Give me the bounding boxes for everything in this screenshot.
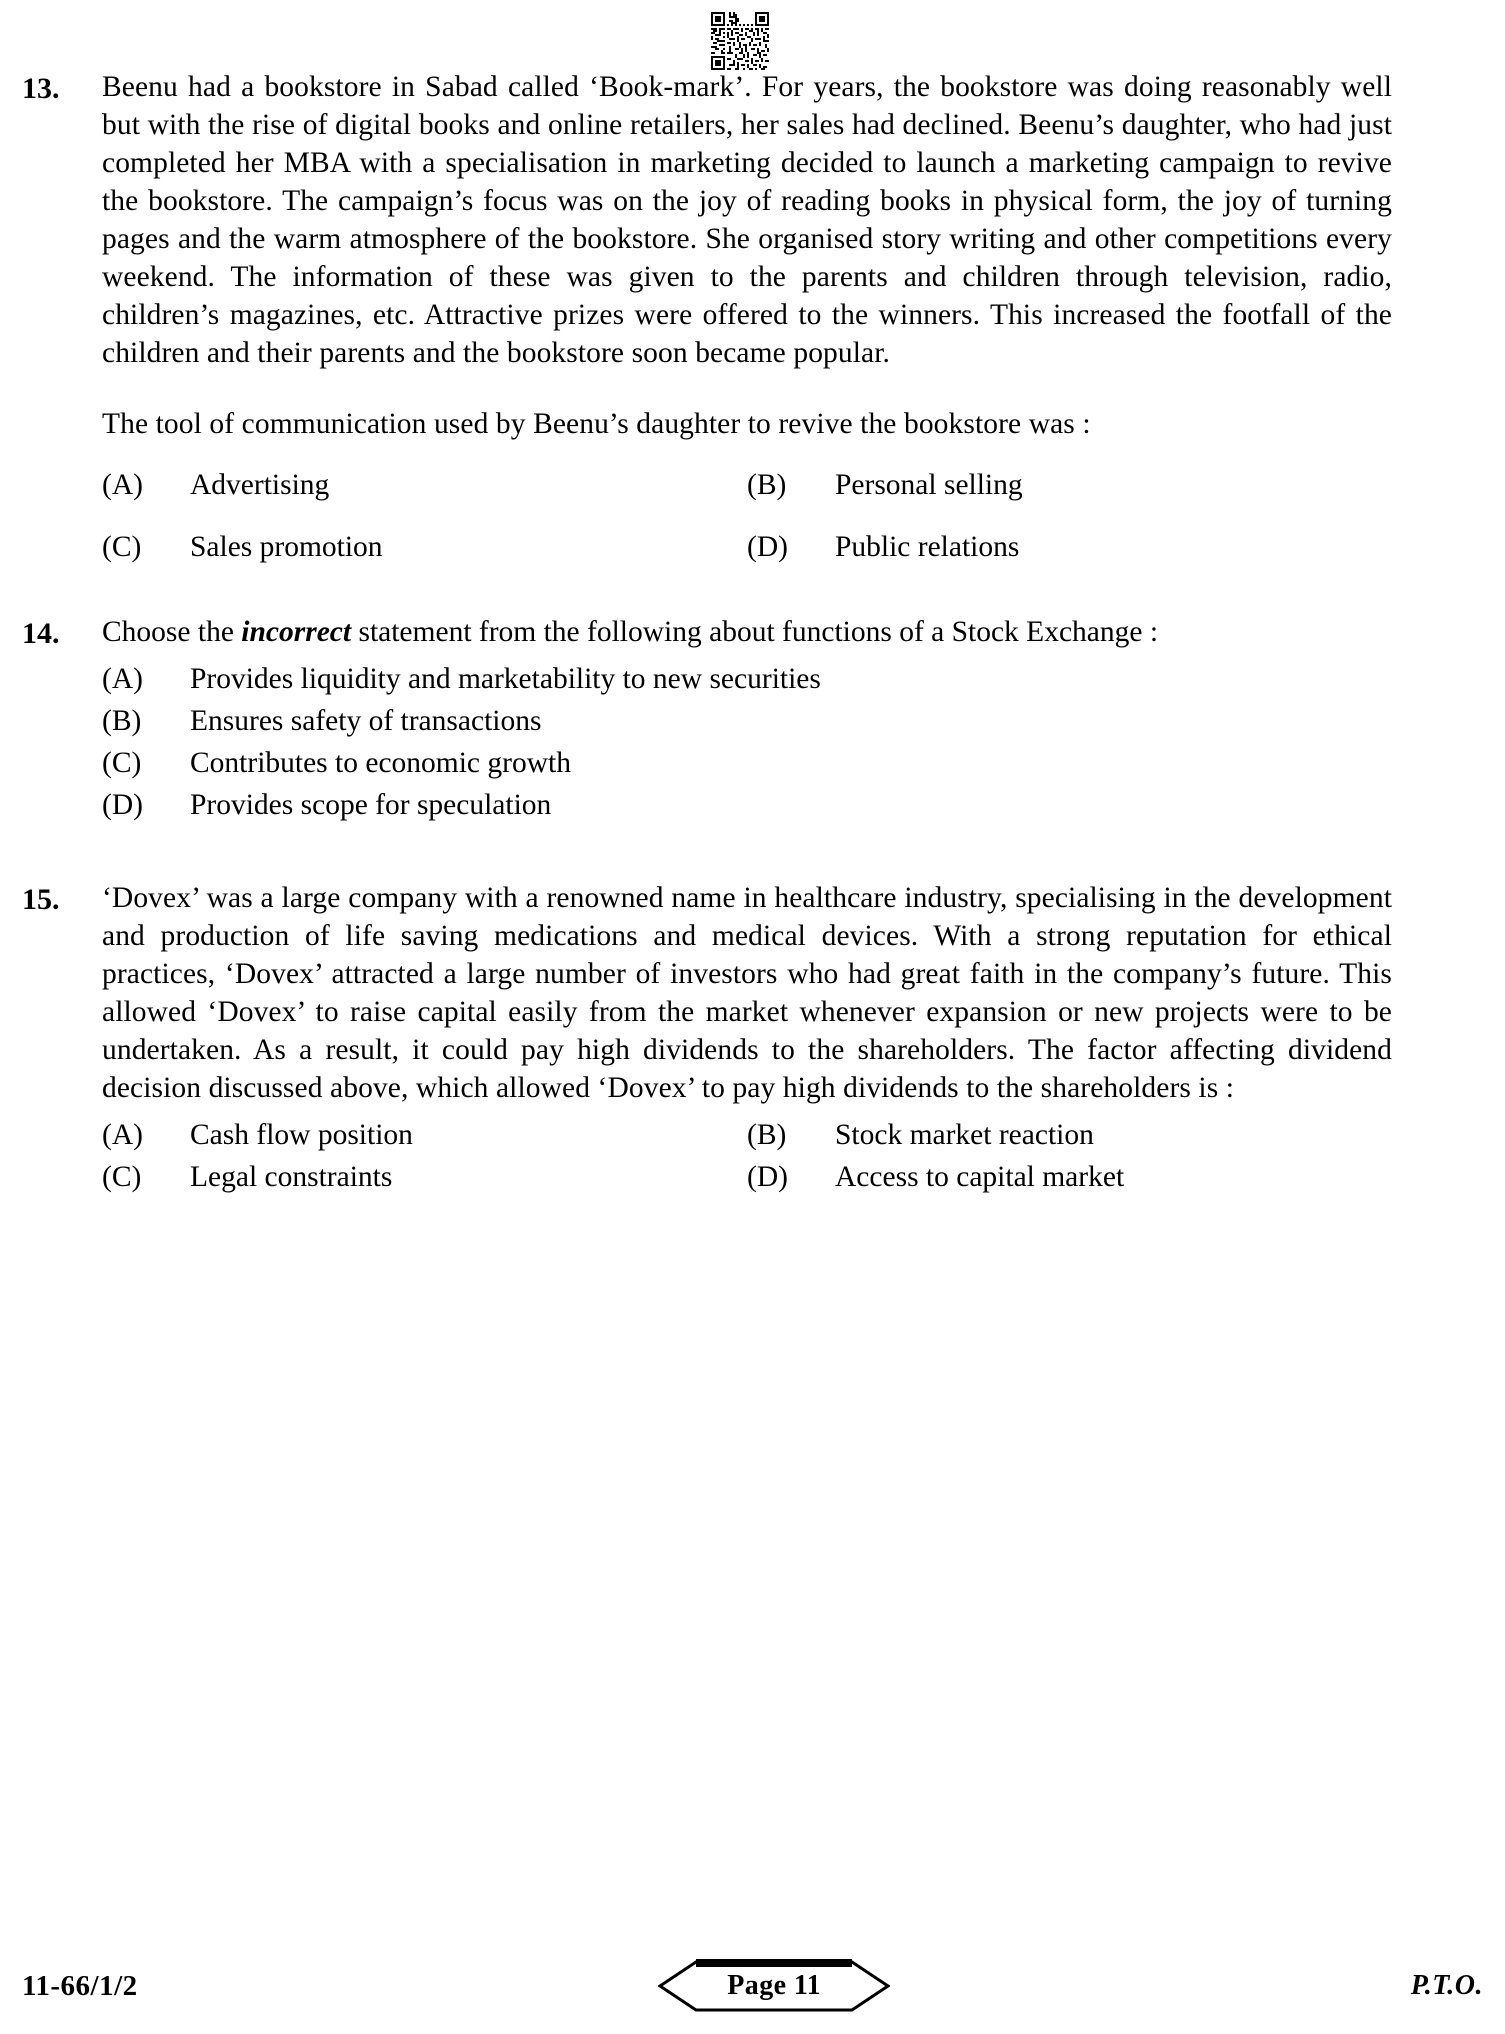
option-14-a-key: (A) (102, 663, 143, 695)
question-14-number: 14. (22, 617, 60, 650)
question-13 (22, 68, 1392, 567)
page-number-label: Page 11 (727, 1970, 822, 2001)
option-15-c-label: Legal constraints (190, 1161, 393, 1193)
option-14-c-label: Contributes to economic growth (190, 747, 571, 779)
option-13-a[interactable] (102, 465, 747, 505)
question-13-body (102, 68, 1392, 567)
option-13-c[interactable] (102, 527, 747, 567)
question-14-stem-post: statement from the following about functions of a Stock Exchange : (351, 616, 1159, 648)
question-15-options (102, 1115, 1392, 1197)
option-13-b-label: Personal selling (835, 469, 1023, 501)
option-15-a-label: Cash flow position (190, 1119, 413, 1151)
option-15-c-key: (C) (102, 1161, 142, 1193)
question-15 (22, 879, 1392, 1197)
option-13-c-key: (C) (102, 531, 142, 563)
question-14-stem-pre: Choose the (102, 616, 242, 648)
option-14-b-key: (B) (102, 705, 142, 737)
page-footer (0, 1956, 1505, 2016)
option-13-d-label: Public relations (835, 531, 1020, 563)
option-14-d-label: Provides scope for speculation (190, 789, 552, 821)
option-15-b-label: Stock market reaction (835, 1119, 1094, 1151)
option-15-a-key: (A) (102, 1119, 143, 1151)
option-13-b-key: (B) (747, 469, 787, 501)
option-15-d-label: Access to capital market (835, 1161, 1125, 1193)
paper-code: 11-66/1/2 (22, 1969, 138, 2002)
option-14-d[interactable] (102, 785, 1392, 825)
question-13-stem: The tool of communication used by Beenu’s daughter to revive the bookstore was : (102, 408, 1091, 440)
option-14-c-key: (C) (102, 747, 142, 779)
question-13-number: 13. (22, 72, 60, 105)
option-13-c-label: Sales promotion (190, 531, 383, 563)
page-number-badge (658, 1958, 890, 2014)
question-14-stem-emphasis: incorrect (241, 616, 352, 648)
question-15-passage: ‘Dovex’ was a large company with a renowned name in healthcare industry, specialising in the development and production of life saving medications and medical devices. With a strong reputation for ethical practices, ‘Dovex’ attracted a large number of investors who had great faith in the company’s future. This allowed ‘Dovex’ to raise capital easily from the market whenever expansion or new projects were to be undertaken. As a result, it could pay high dividends to the shareholders. The factor affecting dividend decision discussed above, which allowed ‘Dovex’ to pay high dividends to the shareholders is : (102, 882, 1392, 1104)
question-13-options (102, 465, 1392, 567)
option-13-a-key: (A) (102, 469, 143, 501)
option-14-b-label: Ensures safety of transactions (190, 705, 542, 737)
option-15-d-key: (D) (747, 1161, 788, 1193)
option-13-d[interactable] (747, 527, 1392, 567)
option-14-b[interactable] (102, 701, 1392, 741)
option-15-b[interactable] (747, 1115, 1392, 1155)
option-15-b-key: (B) (747, 1119, 787, 1151)
option-15-d[interactable] (747, 1157, 1392, 1197)
question-14-stem (102, 613, 1392, 651)
qr-code (708, 12, 772, 70)
question-14-body (102, 613, 1392, 827)
option-14-a-label: Provides liquidity and marketability to new securities (190, 663, 821, 695)
question-15-number: 15. (22, 883, 60, 916)
turn-over-note: P.T.O. (1410, 1970, 1483, 2001)
option-14-c[interactable] (102, 743, 1392, 783)
question-14 (22, 613, 1392, 827)
option-14-a[interactable] (102, 659, 1392, 699)
option-13-a-label: Advertising (190, 469, 330, 501)
question-15-body (102, 879, 1392, 1197)
option-13-d-key: (D) (747, 531, 788, 563)
option-15-a[interactable] (102, 1115, 747, 1155)
option-14-d-key: (D) (102, 789, 143, 821)
option-13-b[interactable] (747, 465, 1392, 505)
option-15-c[interactable] (102, 1157, 747, 1197)
question-14-options (102, 659, 1392, 825)
question-13-passage: Beenu had a bookstore in Sabad called ‘Book-mark’. For years, the bookstore was doing reasonably well but with the rise of digital books and online retailers, her sales had declined. Beenu’s daughter, who had just completed her MBA with a specialisation in marketing decided to launch a marketing campaign to revive the bookstore. The campaign’s focus was on the joy of reading books in physical form, the joy of turning pages and the warm atmosphere of the bookstore. She organised story writing and other competitions every weekend. The information of these was given to the parents and children through television, radio, children’s magazines, etc. Attractive prizes were offered to the winners. This increased the footfall of the children and their parents and the bookstore soon became popular. (102, 71, 1392, 369)
